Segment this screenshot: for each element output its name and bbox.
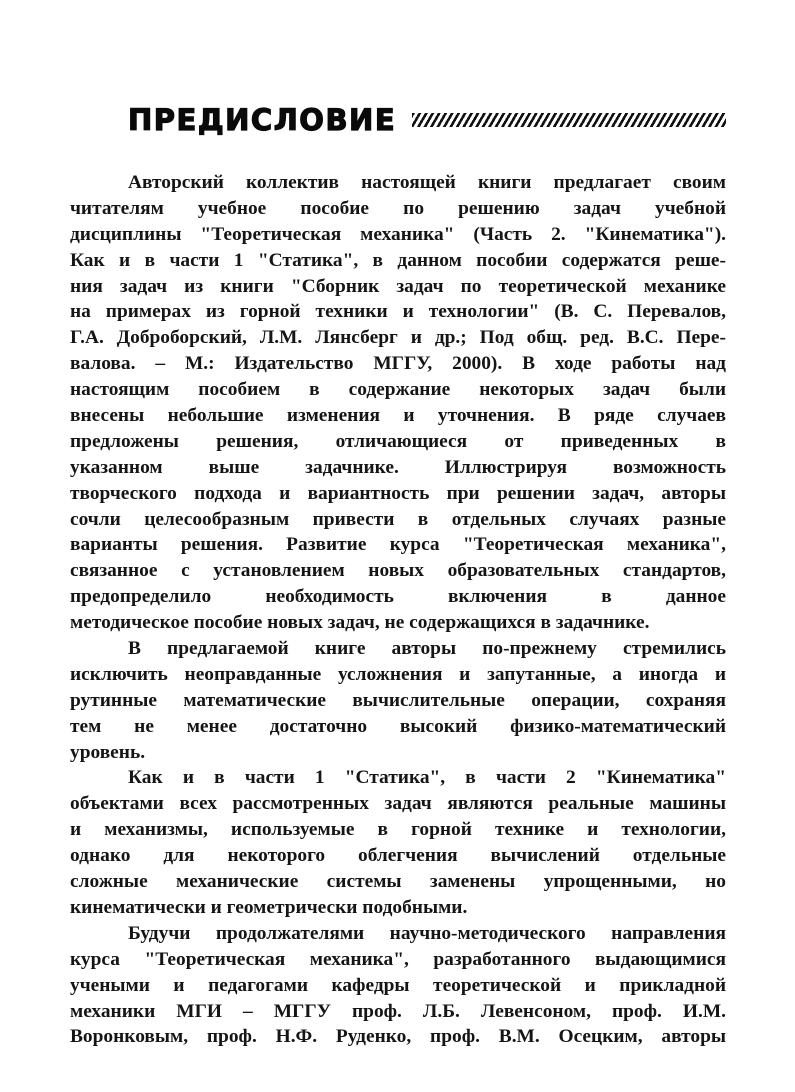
text-line: объектами всех рассмотренных задач являются реальные машины: [70, 793, 726, 815]
text-line: сложные механические системы заменены упрощенными, но: [70, 871, 726, 893]
text-line: Г.А. Доброборский, Л.М. Лянсберг и др.; Под общ. ред. В.С. Пере-: [70, 327, 726, 349]
text-line: настоящим пособием в содержание некоторых задач были: [70, 379, 726, 401]
text-line: внесены небольшие изменения и уточнения. В ряде случаев: [70, 405, 726, 427]
text-line: дисциплины "Теоретическая механика" (Часть 2. "Кинематика").: [70, 223, 726, 245]
text-line: учеными и педагогами кафедры теоретической и прикладной: [70, 974, 726, 996]
text-line: кинематически и геометрически подобными.: [70, 896, 468, 918]
text-line: Как и в части 1 "Статика", в части 2 "Кинематика": [128, 767, 726, 789]
text-line: на примерах из горной техники и технологии" (В. С. Перевалов,: [70, 301, 726, 323]
text-line: методическое пособие новых задач, не содержащихся в задачнике.: [70, 612, 650, 634]
text-line: ния задач из книги "Сборник задач по теоретической механике: [70, 275, 726, 297]
text-line: В предлагаемой книге авторы по-прежнему стремились: [128, 638, 726, 660]
decorative-hatch-rule: [412, 113, 726, 127]
text-line: читателям учебное пособие по решению задач учебной: [70, 197, 726, 219]
text-line: и механизмы, используемые в горной технике и технологии,: [70, 819, 726, 841]
text-line: исключить неоправданные усложнения и запутанные, а иногда и: [70, 663, 726, 685]
text-line: Авторский коллектив настоящей книги предлагает своим: [128, 172, 726, 193]
text-line: варианты решения. Развитие курса "Теоретическая механика",: [70, 534, 726, 556]
page-title: ПРЕДИСЛОВИЕ: [128, 103, 397, 137]
text-line: связанное с установлением новых образовательных стандартов,: [70, 560, 726, 582]
text-line: Будучи продолжателями научно-методического направления: [128, 922, 726, 944]
text-line: курса "Теоретическая механика", разработанного выдающимися: [70, 948, 726, 970]
text-line: сочли целесообразным привести в отдельных случаях разные: [70, 508, 726, 530]
text-line: рутинные математические вычислительные операции, сохраняя: [70, 689, 726, 711]
text-line: механики МГИ – МГГУ проф. Л.Б. Левенсоном, проф. И.М.: [70, 1000, 726, 1022]
text-line: Как и в части 1 "Статика", в данном пособии содержатся реше-: [70, 249, 726, 271]
text-line: уровень.: [70, 741, 146, 763]
text-line: однако для некоторого облегчения вычислений отдельные: [70, 845, 726, 867]
text-line: валова. – М.: Издательство МГГУ, 2000). В ходе работы над: [70, 353, 726, 375]
text-line: указанном выше задачнике. Иллюстрируя возможность: [70, 456, 726, 478]
text-line: творческого подхода и вариантность при решении задач, авторы: [70, 482, 726, 504]
text-line: предопределило необходимость включения в данное: [70, 586, 726, 608]
text-line: предложены решения, отличающиеся от приведенных в: [70, 430, 726, 452]
heading-row: [128, 100, 726, 140]
body-text: [70, 170, 726, 1050]
text-line: тем не менее достаточно высокий физико-математический: [70, 715, 726, 737]
text-line: Воронковым, проф. Н.Ф. Руденко, проф. В.М. Осецким, авторы: [70, 1026, 726, 1048]
